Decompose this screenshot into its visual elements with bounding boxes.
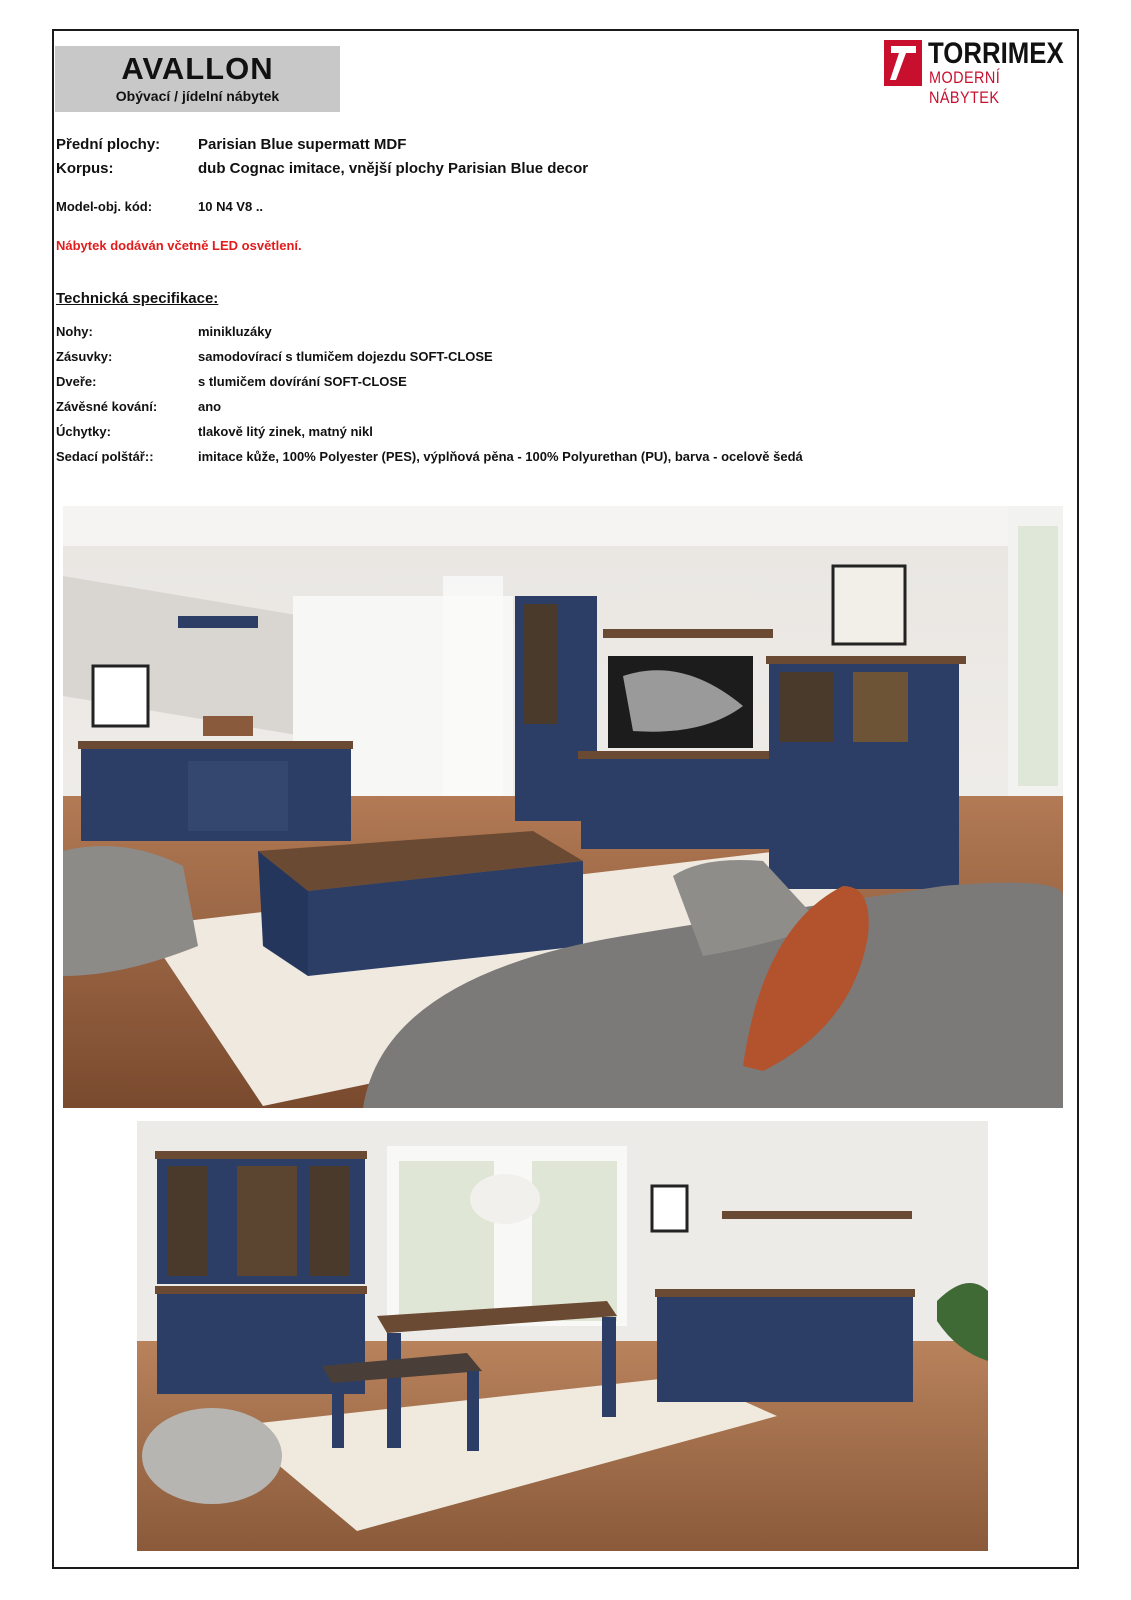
- living-room-photo: [63, 506, 1063, 1108]
- title-box: [55, 46, 340, 112]
- spec-value: samodovírací s tlumičem dojezdu SOFT-CLOSE: [198, 349, 493, 364]
- product-title: AVALLON: [121, 51, 274, 86]
- model-code-value: 10 N4 V8 ..: [198, 199, 264, 214]
- logo-tagline: MODERNÍ NÁBYTEK: [929, 68, 1001, 107]
- spec-heading: Technická specifikace:: [56, 290, 219, 307]
- detail-value: Parisian Blue supermatt MDF: [198, 136, 407, 153]
- spec-label: Závěsné kování:: [56, 399, 158, 414]
- detail-value: dub Cognac imitace, vnější plochy Parisian Blue decor: [198, 160, 589, 177]
- logo-name: TORRIMEX: [928, 37, 1064, 70]
- spec-value: imitace kůže, 100% Polyester (PES), výplňová pěna - 100% Polyurethan (PU), barva - ocelově šedá: [198, 449, 803, 464]
- spec-value: minikluzáky: [198, 324, 272, 339]
- spec-label: Nohy:: [56, 324, 93, 339]
- detail-label: Přední plochy:: [56, 136, 161, 153]
- led-notice: Nábytek dodáván včetně LED osvětlení.: [56, 238, 302, 253]
- spec-value: s tlumičem dovírání SOFT-CLOSE: [198, 374, 407, 389]
- spec-label: Úchytky:: [56, 424, 111, 439]
- spec-value: ano: [198, 399, 222, 414]
- spec-label: Dveře:: [56, 374, 97, 389]
- spec-label: Zásuvky:: [56, 349, 113, 364]
- product-subtitle: Obývací / jídelní nábytek: [115, 88, 280, 104]
- sideboard: [78, 741, 353, 841]
- dining-room-photo: [137, 1121, 988, 1551]
- model-code-label: Model-obj. kód:: [56, 199, 153, 214]
- spec-value: tlakově litý zinek, matný nikl: [198, 424, 373, 439]
- spec-label: Sedací polštář::: [56, 449, 154, 464]
- torrimex-logo-mark-icon: [884, 40, 922, 86]
- torrimex-logo: [884, 37, 1074, 107]
- detail-label: Korpus:: [56, 160, 114, 177]
